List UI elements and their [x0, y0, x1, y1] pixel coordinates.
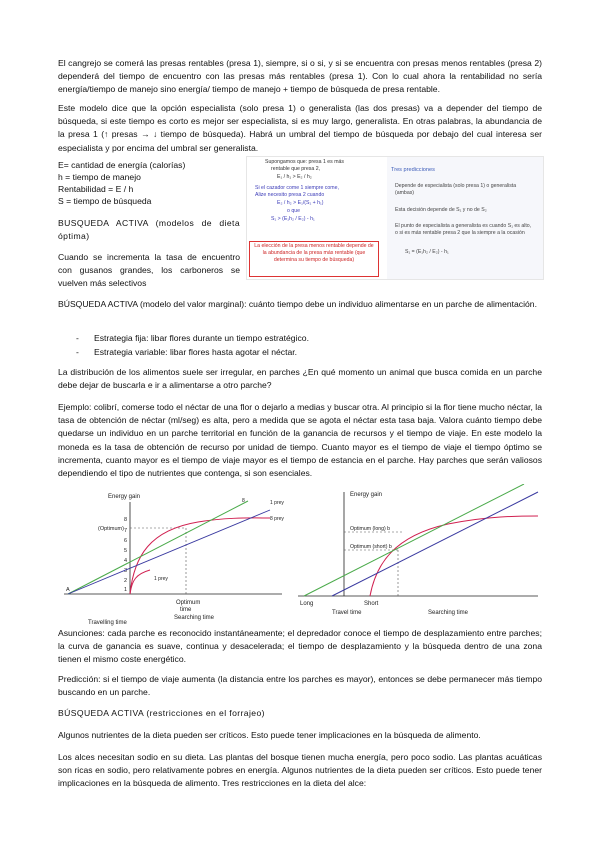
curve-label: 8: [242, 498, 245, 504]
y-tick-label: 3: [123, 568, 127, 574]
paragraph-prediction: Predicción: si el tiempo de viaje aumenta (la distancia entre los parches es mayor), entonces se debe permanecer más tiempo buscando en un parche.: [58, 674, 542, 698]
optimum-short-label: Optimum (short) b: [350, 544, 392, 550]
x-travel-label: Travel time: [332, 610, 362, 616]
graph-left-energy-gain: [58, 484, 288, 626]
bullet-item: - Estrategia variable: libar flores hasta agotar el néctar.: [76, 347, 298, 357]
y-axis-title: Energy gain: [108, 494, 141, 500]
paragraph-moose-sodium: Los alces necesitan sodio en su dieta. Las plantas del bosque tienen mucha energía, pero poco sodio. Las plantas acuáticas son ricas en sodio, pero relativamente pobres en energía. Algunos nutrientes de la dieta pueden ser críticos. Esto puede tener implicaciones en la búsqueda de alimento. Tres restricciones en la dieta del alce:: [58, 752, 542, 789]
formula-line: E₁ / h₁ > E₂ / h₂: [277, 174, 312, 180]
definition-search-time: S = tiempo de búsqueda: [58, 196, 152, 206]
origin-label: A: [66, 587, 70, 593]
formula-line: o que: [287, 208, 300, 214]
paragraph-marginal-value: BÚSQUEDA ACTIVA (modelo del valor marginal): cuánto tiempo debe un individuo alimentarse en un parche de alimentación.: [58, 299, 537, 309]
y-tick-label: 2: [123, 578, 127, 584]
formula-panel-left: [247, 157, 387, 279]
y-tick-label: 8: [123, 517, 127, 523]
definition-energy: E= cantidad de energía (calorías): [58, 160, 186, 170]
y-tick-label: 6: [123, 538, 127, 544]
y-axis-title: Energy gain: [350, 492, 383, 498]
note-text: La elección de la presa menos rentable depende de la abundancia de la presa más rentable (que determina su tiempo de búsqueda): [254, 243, 374, 263]
formula-panel-right: [387, 157, 543, 279]
y-tick-label: 1: [123, 587, 127, 593]
y-tick-label: 5: [123, 548, 127, 554]
graph-right-energy-gain: [298, 484, 542, 626]
predictions-title: Tres predicciones: [391, 167, 435, 173]
x-optimum-time-label: time: [180, 607, 192, 613]
definition-handling-time: h = tiempo de manejo: [58, 172, 141, 182]
formula-line: rentable que presa 2,: [271, 166, 321, 172]
y-tick-label: 7: [123, 528, 127, 534]
curve-label: 8 prey: [270, 516, 284, 522]
paragraph-assumptions: Asunciones: cada parche es reconocido instantáneamente; el depredador conoce el tiempo de desplazamiento entre parches; la curva de ganancia es suave, continua y desacelerada; el tiempo de desplazamiento y la búsqueda dentro de una zona tienen el mismo coste energético.: [58, 628, 542, 665]
paragraph-critical-nutrients: Algunos nutrientes de la dieta pueden ser críticos. Esto puede tener implicaciones en la búsqueda de alimento.: [58, 730, 481, 740]
paragraph-hummingbird-example: Ejemplo: colibrí, comerse todo el néctar de una flor o dejarlo a medias y buscar otra. Al principio si la flor tiene mucho néctar, la tasa de obtención de néctar (ml/seg) es alta, pero a medida que se agota el néctar esta tasa baja. Valora cuánto tiempo debe quedarse un individuo en un parche territorial en función de la ganancia de recursos y el tiempo de viaje. En este modelo la moneda es la tasa de obtención de recurso por unidad de tiempo. Cuanto mayor es el tiempo de viaje el tiempo óptimo se incrementa, cuanto mayor es el tiempo de viaje mayor es el tiempo de estancia en el parche. Hay parches que serán valiosos dependiendo el tipo de nutrientes que contenga, si son esenciales.: [58, 402, 542, 479]
formula-line: Si el cazador come 1 siempre come,: [255, 185, 339, 191]
paragraph-great-tits: Cuando se incrementa la tasa de encuentro con gusanos grandes, los carboneros se vuelven más selectivos: [58, 252, 240, 289]
x-searching-label: Searching time: [428, 610, 469, 616]
prediction-item: El punto de especialista a generalista es cuando S₁ es alto, o si es más rentable presa 2 que la siempre a la ocasión: [395, 223, 532, 236]
definition-profitability: Rentabilidad = E / h: [58, 184, 134, 194]
note-box: [249, 241, 379, 277]
x-optimum-label: Optimum: [176, 600, 201, 606]
formula-line: S₁ > (E₁h₂ / E₂) - h₁: [271, 216, 315, 222]
heading-active-search-diet: BUSQUEDA ACTIVA (modelos de dieta óptima): [58, 218, 240, 242]
paragraph-specialist-generalist: Este modelo dice que la opción especialista (solo presa 1) o generalista (las dos presas) va a depender del tiempo de búsqueda, si este tiempo es corto es mejor ser especialista, si es muy largo, generalista. En otras palabras, la abundancia de la presa 1 (↑ presas → ↓ tiempo de búsqueda). Habrá un umbral del tiempo de búsqueda por debajo del cual interesa ser especialista y por encima del umbral ser generalista.: [58, 103, 542, 153]
formula-line: Alize necesito presa 2 cuando: [255, 192, 325, 198]
bullet-item: - Estrategia fija: libar flores durante un tiempo estratégico.: [76, 333, 309, 343]
prediction-item: Esta decisión depende de S₁ y no de S₂: [395, 207, 487, 213]
bullet-text: Estrategia fija: libar flores durante un tiempo estratégico.: [94, 333, 309, 343]
prediction-item: Depende de especialista (solo presa 1) o generalista (ambas): [395, 183, 517, 196]
paragraph-patch-distribution: La distribución de los alimentos suele ser irregular, en parches ¿En qué momento un animal que busca comida en un parche debe dejar de buscarla e ir a alimentarse a otro parche?: [58, 367, 542, 391]
formula-line: E₂ / h₂ > E₁/(S₁ + h₁): [277, 200, 324, 206]
x-long-label: Long: [300, 601, 314, 607]
curve-label: 1 prey: [270, 500, 284, 506]
paragraph-crab-prey: El cangrejo se comerá las presas rentables (presa 1), siempre, si o si, y si se encuentra con presas menos rentables (presa 2) dependerá del tiempo de encuentro con las presas más rentables (presa 1). Con lo cual ahora la rentabilidad no sería energía/tiempo de manejo sino energía/ tiempo de manejo + tiempo de búsqueda de presa rentable.: [58, 58, 542, 95]
formula-line: Supongamos que: presa 1 es más: [265, 159, 345, 165]
bullet-text: Estrategia variable: libar flores hasta agotar el néctar.: [94, 347, 298, 357]
x-travelling-label: Travelling time: [88, 620, 127, 626]
formula-figure: [246, 156, 544, 280]
prediction-item: S₁ = (E₁h₂ / E₂) - h₁: [405, 249, 449, 255]
optimum-long-label: Optimum (long) b: [350, 526, 391, 532]
curve-label: 1 prey: [154, 576, 168, 582]
x-searching-label: Searching time: [174, 615, 215, 621]
optimum-label: (Optimum): [98, 526, 124, 532]
x-short-label: Short: [364, 601, 379, 607]
y-tick-label: 4: [123, 558, 127, 564]
heading-foraging-restrictions: BÚSQUEDA ACTIVA (restricciones en el forrajeo): [58, 708, 265, 718]
